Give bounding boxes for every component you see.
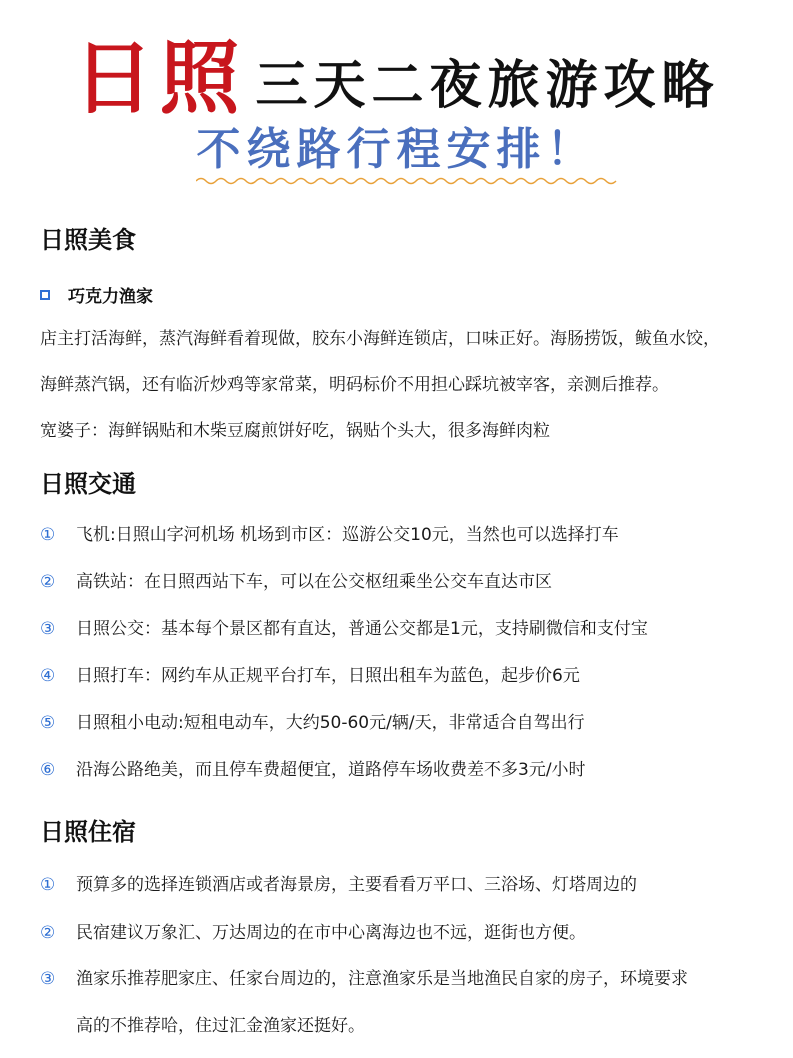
wavy-underline	[196, 176, 621, 186]
list-item	[40, 574, 785, 591]
food-paragraph-line-1: 店主打活海鲜，蒸汽海鲜看着现做，胶东小海鲜连锁店，口味正好。海肠捞饭，鲅鱼水饺，	[40, 329, 720, 349]
list-item-text: 日照公交：基本每个景区都有直达，普通公交都是1元，支持刷微信和支付宝	[76, 619, 648, 639]
circled-number: ②	[40, 572, 56, 592]
transport-heading: 日照交通	[40, 470, 136, 498]
list-item	[40, 527, 785, 544]
subtitle: 不绕路行程安排！	[196, 124, 597, 175]
list-item	[40, 925, 785, 942]
lodging-heading: 日照住宿	[40, 818, 136, 846]
list-item	[40, 762, 785, 779]
restaurant-name: 巧克力渔家	[68, 287, 153, 307]
circled-number: ③	[40, 969, 56, 989]
list-item-text: 高铁站：在日照西站下车，可以在公交枢纽乘坐公交车直达市区	[76, 572, 552, 592]
list-item-text: 日照打车：网约车从正规平台打车，日照出租车为蓝色，起步价6元	[76, 666, 580, 686]
list-item-text: 预算多的选择连锁酒店或者海景房，主要看看万平口、三浴场、灯塔周边的	[76, 875, 637, 895]
list-item-text: 渔家乐推荐肥家庄、任家台周边的，注意渔家乐是当地渔民自家的房子，环境要求	[76, 969, 688, 989]
circled-number: ⑤	[40, 713, 56, 733]
circled-number: ①	[40, 525, 56, 545]
list-item-continuation: 高的不推荐哈，住过汇金渔家还挺好。	[76, 1016, 365, 1036]
restaurant-heading	[40, 282, 153, 307]
circled-number: ②	[40, 923, 56, 943]
list-item	[40, 877, 785, 894]
list-item-text: 日照租小电动:短租电动车，大约50-60元/辆/天，非常适合自驾出行	[76, 713, 585, 733]
circled-number: ③	[40, 619, 56, 639]
list-item	[40, 621, 785, 638]
list-item-text: 民宿建议万象汇、万达周边的在市中心离海边也不远，逛街也方便。	[76, 923, 586, 943]
list-item-text: 沿海公路绝美，而且停车费超便宜，道路停车场收费差不多3元/小时	[76, 760, 586, 780]
circled-number: ④	[40, 666, 56, 686]
list-item	[40, 715, 785, 732]
list-item	[40, 971, 785, 988]
title-city: 日照	[73, 31, 246, 125]
page-title	[0, 28, 793, 125]
title-rest: 三天二夜旅游攻略	[255, 55, 720, 116]
circled-number: ①	[40, 875, 56, 895]
list-item-text: 飞机:日照山字河机场 机场到市区：巡游公交10元，当然也可以选择打车	[76, 525, 619, 545]
food-paragraph-line-3: 宽婆子：海鲜锅贴和木柴豆腐煎饼好吃，锅贴个头大，很多海鲜肉粒	[40, 421, 550, 441]
food-paragraph-line-2: 海鲜蒸汽锅，还有临沂炒鸡等家常菜，明码标价不用担心踩坑被宰客，亲测后推荐。	[40, 375, 669, 395]
square-bullet-icon	[40, 290, 50, 300]
food-heading: 日照美食	[40, 226, 136, 254]
list-item	[40, 668, 785, 685]
circled-number: ⑥	[40, 760, 56, 780]
